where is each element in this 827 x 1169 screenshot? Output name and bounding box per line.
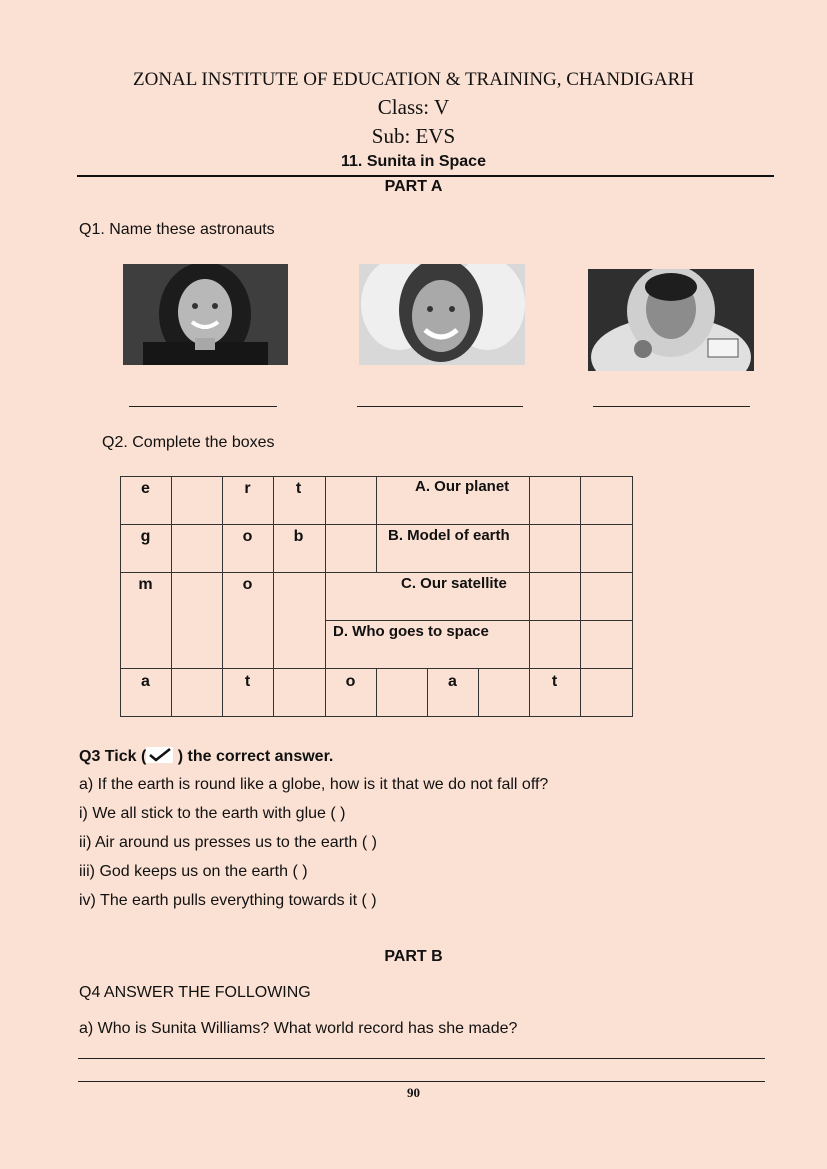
q3-title [79, 747, 333, 766]
astronaut-3-photo [588, 269, 754, 371]
q3-option[interactable]: i) We all stick to the earth with glue ( ) [79, 805, 346, 822]
grid-letter: g [140, 528, 151, 545]
clue-a: A. Our planet [415, 478, 510, 495]
grid-line [325, 476, 326, 572]
q3-question: a) If the earth is round like a globe, how is it that we do not fall off? [79, 776, 549, 793]
institute-name: ZONAL INSTITUTE OF EDUCATION & TRAINING, CHANDIGARH [133, 69, 694, 90]
grid-letter: t [295, 480, 302, 497]
answer-line[interactable] [78, 1081, 765, 1082]
grid-line [632, 476, 633, 716]
q4-title: Q4 ANSWER THE FOLLOWING [79, 984, 311, 1001]
part-a-title: PART A [384, 178, 443, 195]
q3-title-suffix: ) the correct answer. [173, 748, 334, 765]
grid-line [580, 476, 581, 716]
grid-line [120, 572, 632, 573]
grid-line [325, 620, 632, 621]
grid-letter: e [141, 480, 150, 497]
grid-letter: m [138, 576, 153, 593]
chapter-title: 11. Sunita in Space [341, 153, 486, 170]
subject-label: Sub: EVS [371, 124, 456, 148]
q3-title-prefix: Q3 Tick ( [79, 748, 147, 765]
grid-line [325, 572, 326, 716]
crossword-grid [120, 476, 632, 716]
q2-text: Q2. Complete the boxes [102, 434, 275, 451]
grid-letter: o [242, 528, 253, 545]
q3-option[interactable]: iv) The earth pulls everything towards it ( ) [79, 892, 377, 909]
header-divider [77, 175, 774, 177]
grid-line [376, 668, 377, 716]
answer-line[interactable] [78, 1058, 765, 1059]
grid-letter: a [448, 673, 457, 690]
tick-icon [146, 747, 173, 763]
class-label: Class: V [377, 95, 450, 119]
grid-line [376, 476, 377, 572]
grid-line [171, 476, 172, 716]
astronaut-1-photo [123, 264, 288, 365]
grid-line [273, 476, 274, 716]
q3-option[interactable]: iii) God keeps us on the earth ( ) [79, 863, 308, 880]
grid-letter: t [244, 673, 251, 690]
clue-b: B. Model of earth [388, 527, 510, 544]
q4a-question: a) Who is Sunita Williams? What world record has she made? [79, 1020, 518, 1037]
answer-blank-3[interactable] [593, 406, 750, 407]
q3-option[interactable]: ii) Air around us presses us to the earth ( ) [79, 834, 377, 851]
clue-c: C. Our satellite [401, 575, 507, 592]
grid-letter: a [141, 673, 150, 690]
page-number: 90 [407, 1085, 420, 1100]
part-b-title: PART B [384, 948, 443, 965]
grid-letter: t [551, 673, 558, 690]
grid-letter: b [293, 528, 304, 545]
grid-letter: r [244, 480, 251, 497]
grid-line [120, 716, 633, 717]
astronaut-2-photo [359, 264, 525, 365]
q1-text: Q1. Name these astronauts [79, 221, 275, 238]
answer-blank-1[interactable] [129, 406, 277, 407]
grid-letter: o [345, 673, 356, 690]
answer-blank-2[interactable] [357, 406, 523, 407]
grid-letter: o [242, 576, 253, 593]
grid-line [478, 668, 479, 716]
clue-d: D. Who goes to space [333, 623, 489, 640]
